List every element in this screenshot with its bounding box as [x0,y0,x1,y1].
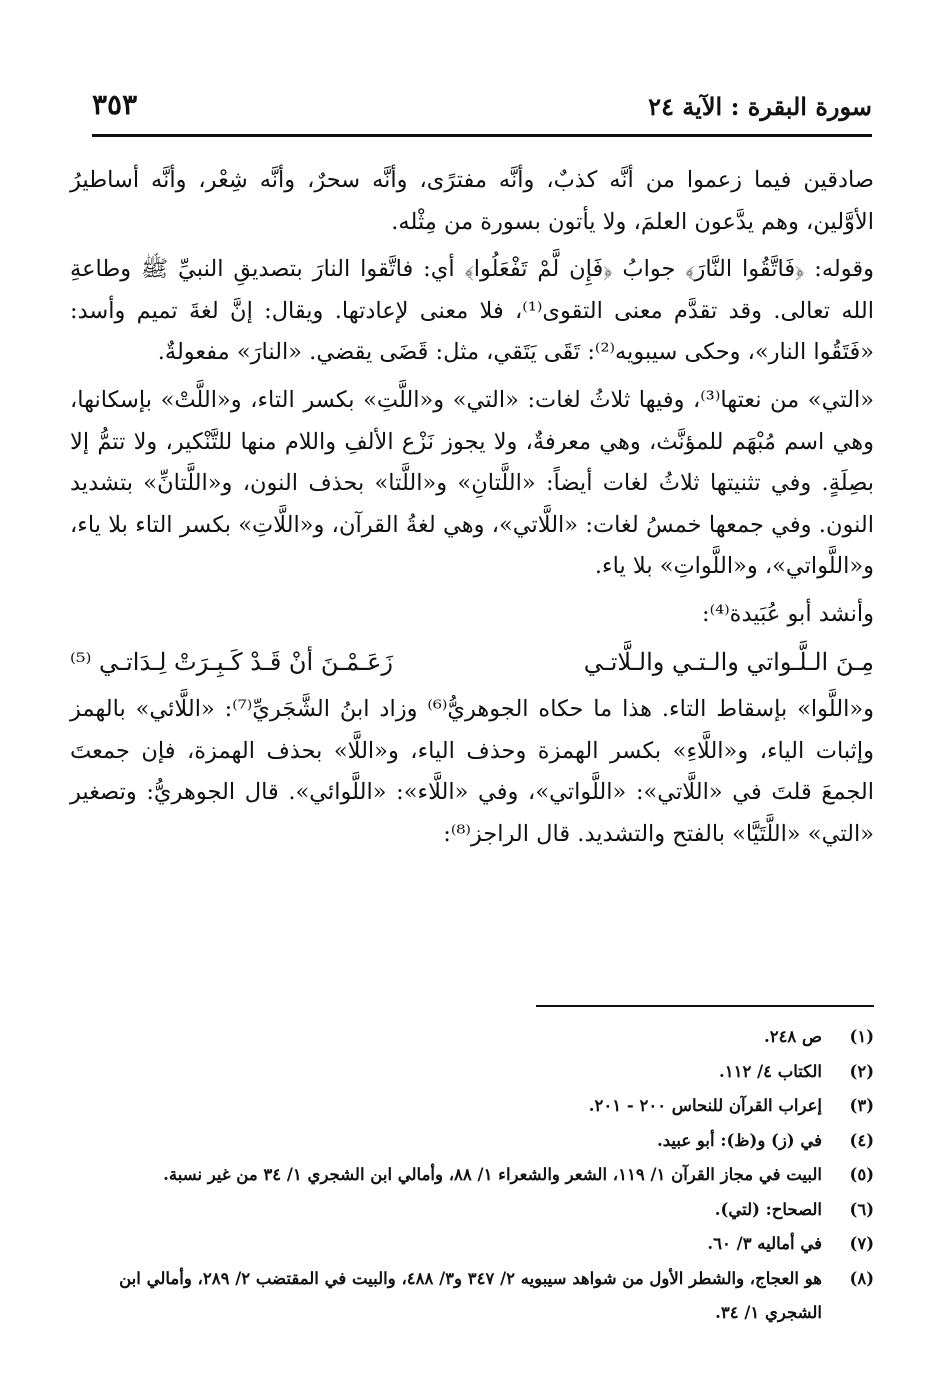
footnote-text: ص ٢٤٨. [763,1027,822,1046]
footnote-text: الصحاح: (لتي). [714,1199,822,1219]
footnote-text: البيت في مجاز القرآن ١/ ١١٩، الشعر والشعراء ١/ ٨٨، وأمالي ابن الشجري ١/ ٣٤ من غير نسبة. [163,1165,822,1184]
footnote [70,1089,874,1124]
footnote-number: (٢) [849,1061,874,1081]
footnote-text: الكتاب ٤/ ١١٢. [718,1061,822,1081]
footnote [70,1158,874,1193]
footnote-number: (٥) [849,1165,874,1184]
footnote-number: (٧) [849,1234,874,1253]
footnote-number: (١) [849,1027,874,1046]
paragraph: و«اللَّوا» بإسقاط التاء. هذا ما حكاه الجوهريُّ⁽⁶⁾ وزاد ابنُ الشَّجَريِّ⁽⁷⁾: «اللَّائي» بالهمز وإثبات الياء، و«اللَّاءِ» بكسر الهمزة وحذف الياء، و«اللَّا» بحذف الهمزة، فإن جمعتَ الجمعَ قلتَ في «اللَّاتي»: «اللَّواتي»، وفي «اللَّاء»: «اللَّوائي». قال الجوهريُّ: وتصغير «التي» «اللَّتَيَّا» بالفتح والتشديد. قال الراجز⁽⁸⁾: [70,696,874,847]
page-header [92,88,872,128]
verse-first-hemistich: مِـنَ الـلَّـواتي والـتـي والـلَّاتـي [583,647,874,676]
footnote [70,1020,874,1055]
footnote [70,1055,874,1090]
footnote-number: (٨) [849,1268,874,1288]
footnote-text: إعراب القرآن للنحاس ٢٠٠ - ٢٠١. [588,1096,822,1115]
paragraph: وقوله: ﴿فَاتَّقُوا النَّارَ﴾ جوابُ ﴿فَإِن لَّمْ تَفْعَلُوا﴾ أي: فاتَّقوا النارَ بتصديقِ النبيِّ ﷺ وطاعةِ الله تعالى. وقد تقدَّم معنى التقوى⁽¹⁾، فلا معنى لإعادتها. ويقال: إنَّ لغةَ تميم وأسد: «فَتَقُوا النار»، وحكى سيبويه⁽²⁾: تَقَى يَتَقي، مثل: قَضَى يقضي. «النارَ» مفعولةٌ. [70,256,874,366]
footnotes [70,1020,874,1331]
footnote-text: في (ز) و(ظ): أبو عبيد. [656,1130,822,1150]
page-number: ٣٥٣ [92,88,138,121]
footnote-text: هو العجاج، والشطر الأول من شواهد سيبويه ٢/ ٣٤٧ و٣/ ٤٨٨، والبيت في المقتضب ٢/ ٢٨٩، وأمالي ابن الشجري ١/ ٣٤. [119,1268,822,1322]
surah-title: سورة البقرة : الآية ٢٤ [648,92,872,121]
footnote-number: (٦) [849,1199,874,1219]
footnote-text: في أماليه ٣/ ٦٠. [707,1234,822,1253]
footnote-separator [536,1005,874,1007]
paragraph: وأنشد أبو عُبَيدة⁽⁴⁾: [702,600,874,627]
header-rule [92,134,872,137]
paragraph: «التي» من نعتها⁽³⁾، وفيها ثلاثُ لغات: «التي» و«اللَّتِ» بكسر التاء، و«اللَّتْ» بإسكانها، وهي اسم مُبْهَم للمؤنَّث، وهي معرفةٌ، ولا يجوز نَزْع الألفِ واللام منها للتَّنْكير، ولا تتمُّ إلا بصِلَةٍ. وفي تثنيتها ثلاثُ لغات أيضاً: «اللَّتانِ» و«اللَّتا» بحذف النون، و«اللَّتانِّ» بتشديد النون. وفي جمعها خمسُ لغات: «اللَّاتي»، وهي لغةُ القرآن، و«اللَّاتِ» بكسر التاء بلا ياء، و«اللَّواتي»، و«اللَّواتِ» بلا ياء. [70,386,874,580]
footnote [70,1262,874,1331]
footnote-number: (٣) [849,1096,874,1115]
poetry-verse [70,642,874,684]
footnote-number: (٤) [849,1130,874,1150]
paragraph: صادقين فيما زعموا من أنَّه كذبٌ، وأنَّه مفترًى، وأنَّه سحرٌ، وأنَّه شِعْر، وأنَّه أساطيرُ الأوَّلين، وهم يدَّعون العلمَ، ولا يأتون بسورة من مِثْله. [70,167,874,235]
main-text [70,160,874,862]
verse-second-hemistich: زَعَـمْـنَ أنْ قَـدْ كَـبِـرَتْ لِـدَاتـي ⁽⁵⁾ [70,647,393,676]
footnote [70,1227,874,1262]
footnote [70,1193,874,1228]
footnote [70,1124,874,1159]
